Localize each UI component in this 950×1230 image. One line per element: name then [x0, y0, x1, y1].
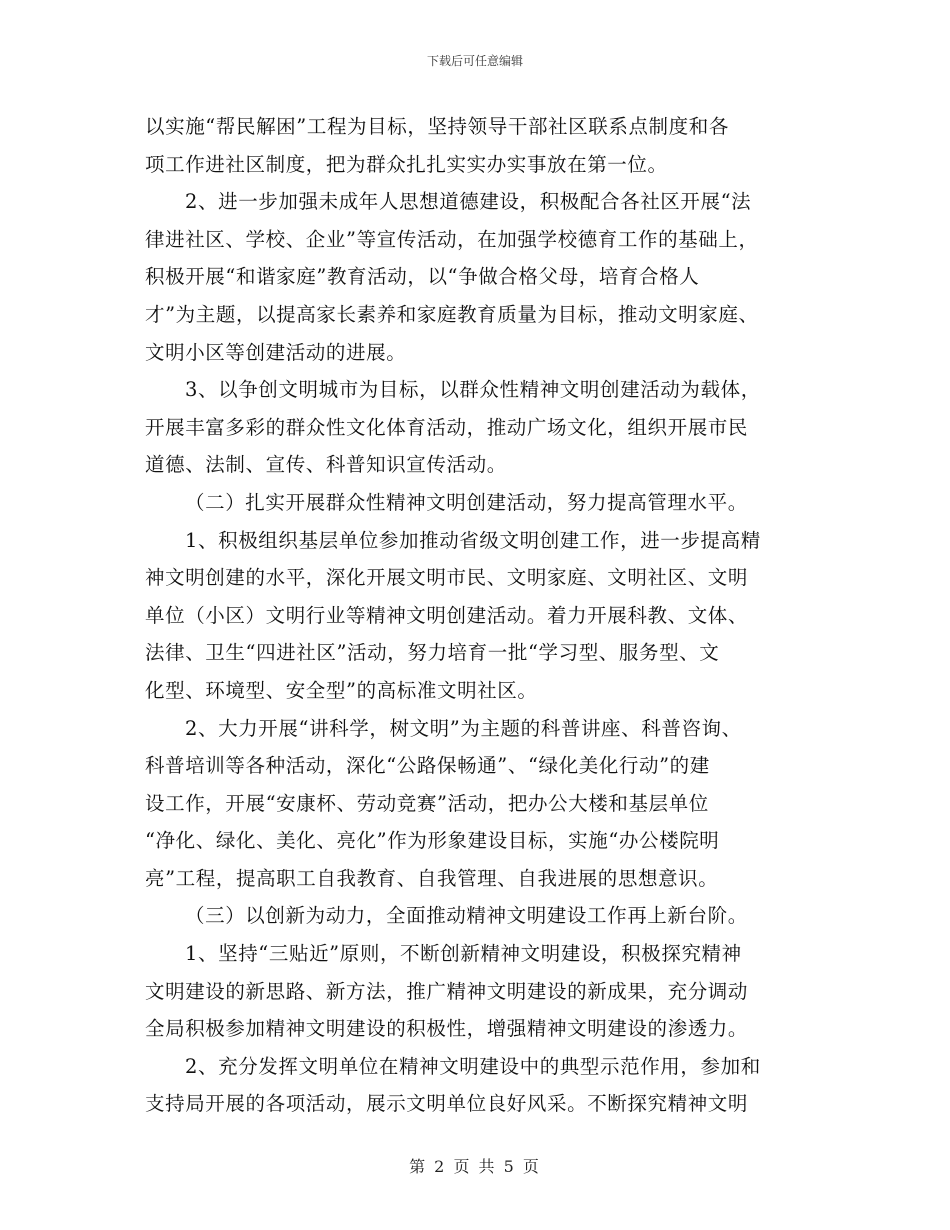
body-line: 文明建设的新思路、新方法，推广精神文明建设的新成果，充分调动: [145, 979, 749, 1003]
body-line: 亮”工程，提高职工自我教育、自我管理、自我进展的思想意识。: [145, 866, 719, 890]
body-line: 2、大力开展“讲科学，树文明”为主题的科普讲座、科普咨询、: [185, 716, 742, 740]
body-line: 项工作进社区制度，把为群众扎扎实实办实事放在第一位。: [145, 152, 668, 176]
body-line: 单位（小区）文明行业等精神文明创建活动。着力开展科教、文体、: [145, 603, 749, 627]
body-line: 以实施“帮民解困”工程为目标，坚持领导干部社区联系点制度和各: [145, 115, 729, 138]
body-line: 1、积极组织基层单位参加推动省级文明创建工作，进一步提高精: [185, 528, 761, 552]
body-line: 律进社区、学校、企业”等宣传活动，在加强学校德育工作的基础上，: [145, 227, 759, 251]
section-heading: （三）以创新为动力，全面推动精神文明建设工作再上新台阶。: [185, 904, 748, 928]
body-line: 2、充分发挥文明单位在精神文明建设中的典型示范作用，参加和: [185, 1054, 761, 1078]
body-line: 3、以争创文明城市为目标，以群众性精神文明创建活动为载体，: [185, 378, 761, 402]
body-line: 1、坚持“三贴近”原则，不断创新精神文明建设，积极探究精神: [185, 942, 742, 966]
document-body: [145, 108, 805, 1123]
body-line: 科普培训等各种活动，深化“公路保畅通”、“绿化美化行动”的建: [145, 754, 710, 778]
body-line: 神文明创建的水平，深化开展文明市民、文明家庭、文明社区、文明: [145, 566, 749, 590]
body-line: 积极开展“和谐家庭”教育活动，以“争做合格父母，培育合格人: [145, 265, 700, 289]
page-header: 下载后可任意编辑: [426, 54, 523, 68]
body-line: 2、进一步加强未成年人思想道德建设，积极配合各社区开展“法: [185, 190, 752, 214]
page-number: 第 2 页 共 5 页: [409, 1157, 541, 1176]
body-line: 道德、法制、宣传、科普知识宣传活动。: [145, 453, 507, 477]
body-line: 开展丰富多彩的群众性文化体育活动，推动广场文化，组织开展市民: [145, 415, 749, 439]
body-line: 文明小区等创建活动的进展。: [145, 340, 407, 364]
body-line: 才”为主题，以提高家长素养和家庭教育质量为目标，推动文明家庭、: [145, 302, 759, 326]
body-line: 化型、环境型、安全型”的高标准文明社区。: [145, 678, 538, 702]
body-line: 设工作，开展“安康杯、劳动竞赛”活动，把办公大楼和基层单位: [145, 791, 709, 815]
body-line: 法律、卫生“四进社区”活动，努力培育一批“学习型、服务型、文: [145, 641, 720, 665]
body-line: “净化、绿化、美化、亮化”作为形象建设目标，实施“办公楼院明: [145, 829, 720, 853]
body-line: 全局积极参加精神文明建设的积极性，增强精神文明建设的渗透力。: [145, 1017, 749, 1041]
section-heading: （二）扎实开展群众性精神文明创建活动，努力提高管理水平。: [185, 490, 748, 514]
body-line: 支持局开展的各项活动，展示文明单位良好风采。不断探究精神文明: [145, 1092, 749, 1116]
